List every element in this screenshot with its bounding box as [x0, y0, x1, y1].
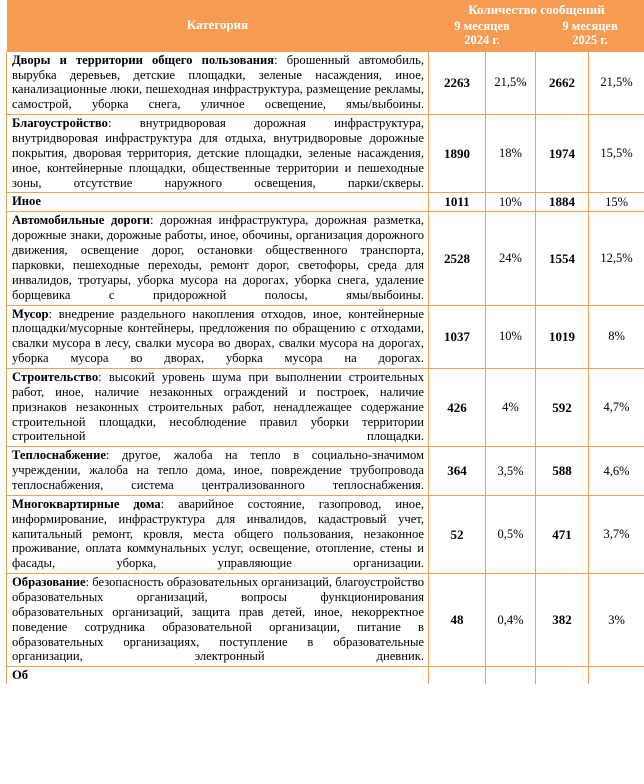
cell-percent-2025: 15,5%	[589, 115, 644, 193]
table-header	[7, 0, 644, 51]
header-period-2024-line1: 9 месяцев	[454, 18, 510, 33]
cell-percent-2025: 15%	[589, 193, 644, 212]
cell-count-2025: 1884	[536, 193, 589, 212]
cell-percent-2024: 0,5%	[486, 495, 536, 573]
cell-percent-2025: 3%	[589, 574, 644, 667]
cell-percent-2024: 0,4%	[486, 574, 536, 667]
category-separator: :	[107, 116, 112, 131]
category-details: дорожная инфраструктура, дорожная разметка, дорожные знаки, дорожные работы, иное, обочины, организация дорожного движения, освещение дорог, остановки общественного транспорта, парковки, пешеходные переходы, ремонт дорог, светофоры, среда для инвалидов, тротуары, уборка мусора на дорогах, уборка снега, удаление борщевика с придорожной полосы, ямы/выбоины.	[12, 213, 424, 302]
category-name: Об	[12, 668, 29, 683]
table-row	[7, 193, 644, 212]
cell-category	[7, 495, 429, 573]
cell-count-2025: 1554	[536, 212, 589, 305]
header-period-2024-line2: 2024 г.	[464, 33, 500, 48]
cell-category	[7, 667, 429, 684]
cell-percent-2024	[486, 667, 536, 684]
cell-percent-2025: 4,7%	[589, 369, 644, 447]
category-name: Иное	[12, 194, 41, 209]
table-body	[7, 51, 644, 684]
cell-count-2024: 426	[429, 369, 486, 447]
category-separator: :	[105, 448, 110, 463]
cell-count-2025: 382	[536, 574, 589, 667]
cell-percent-2024: 4%	[486, 369, 536, 447]
categories-report-table	[6, 0, 644, 684]
category-details: брошенный автомобиль, вырубка деревьев, детские площадки, зеленые насаждения, иное, канализационные люки, пешеходная инфраструктура, размещение рекламы, самострой, уборка снега, уличное освещение, ямы/выбоины.	[12, 52, 424, 112]
cell-category	[7, 51, 429, 114]
cell-percent-2024: 10%	[486, 193, 536, 212]
cell-count-2024: 2528	[429, 212, 486, 305]
cell-count-2024: 1890	[429, 115, 486, 193]
table-row	[7, 495, 644, 573]
cell-count-2025: 2662	[536, 51, 589, 114]
cell-count-2024	[429, 667, 486, 684]
cell-percent-2024: 10%	[486, 305, 536, 368]
cell-category	[7, 212, 429, 305]
category-details: внутридворовая дорожная инфраструктура, внутридворовая инфраструктура для отдыха, внутридворовые дорожные покрытия, дворовая территория, детские площадки, зеленые насаждения, иное, контейнерные площадки, общественные территории и пешеходные зоны, отсутствие наружного освещения, парки/скверы.	[12, 116, 424, 190]
header-period-2025-line2: 2025 г.	[572, 33, 608, 48]
cell-percent-2025: 4,6%	[589, 447, 644, 496]
cell-category	[7, 193, 429, 212]
header-period-2025-line1: 9 месяцев	[562, 18, 618, 33]
category-details: высокий уровень шума при выполнении строительных работ, иное, наличие незаконных ограждений и построек, наличие признаков незаконных строительных работ, ненадлежащее содержание строительной площадки, несоблюдение правил уборки территории строительной площадки.	[12, 370, 424, 444]
table-row	[7, 447, 644, 496]
cell-count-2025	[536, 667, 589, 684]
cell-count-2024: 52	[429, 495, 486, 573]
category-details: безопасность образовательных организаций, благоустройство образовательных организаций, вопросы функционирования образовательных организаций, защита прав детей, иное, некорректное поведение сотрудника образовательной организации, питание в образовательных организациях, поступление в образовательные организации, электронный дневник.	[12, 575, 424, 664]
cell-count-2024: 1011	[429, 193, 486, 212]
table-row	[7, 305, 644, 368]
cell-count-2025: 471	[536, 495, 589, 573]
cell-category	[7, 305, 429, 368]
category-details: внедрение раздельного накопления отходов, иное, контейнерные площадки/мусорные контейнеры, предложения по обращению с отходами, свалки мусора в лесу, свалки мусора во дворах, свалки мусора на дорогах, уборка мусора во дворах, уборка мусора на дорогах.	[12, 306, 424, 366]
cell-count-2024: 48	[429, 574, 486, 667]
cell-count-2024: 1037	[429, 305, 486, 368]
cell-percent-2025: 3,7%	[589, 495, 644, 573]
category-name: Автомобильные дороги	[12, 213, 150, 228]
cell-count-2024: 2263	[429, 51, 486, 114]
table-row	[7, 51, 644, 114]
category-separator: :	[85, 575, 90, 590]
table-row	[7, 115, 644, 193]
cell-percent-2025: 8%	[589, 305, 644, 368]
cell-percent-2024: 21,5%	[486, 51, 536, 114]
category-name: Мусор	[12, 306, 49, 321]
category-separator: :	[98, 370, 102, 385]
table-row	[7, 212, 644, 305]
cell-category	[7, 447, 429, 496]
cell-count-2025: 588	[536, 447, 589, 496]
category-separator: :	[160, 496, 165, 511]
cell-count-2025: 1019	[536, 305, 589, 368]
category-separator: :	[48, 306, 53, 321]
header-category: Категория	[7, 0, 429, 51]
cell-percent-2024: 18%	[486, 115, 536, 193]
category-details: другое, жалоба на тепло в социально-значимом учреждении, жалоба на тепло дома, иное, повреждение трубопровода теплоснабжения, система централизованного теплоснабжения.	[12, 448, 424, 493]
category-name: Строительство	[12, 370, 99, 385]
category-details: аварийное состояние, газопровод, иное, информирование, инфраструктура для инвалидов, кадастровый учет, капитальный ремонт, кровля, места общего пользования, незаконное проживание, оплата коммунальных услуг, освещение, отопление, стены и фасады, уборка, управляющие организации.	[12, 496, 424, 571]
category-name: Образование	[12, 575, 86, 590]
category-name: Теплоснабжение	[12, 448, 106, 463]
table-row	[7, 369, 644, 447]
cell-percent-2025	[589, 667, 644, 684]
table-row	[7, 574, 644, 667]
cell-percent-2024: 24%	[486, 212, 536, 305]
cell-category	[7, 115, 429, 193]
category-name: Многоквартирные дома	[12, 496, 161, 511]
cell-count-2024: 364	[429, 447, 486, 496]
category-separator: :	[274, 52, 278, 67]
header-row-top	[7, 0, 644, 19]
cell-percent-2025: 21,5%	[589, 51, 644, 114]
cell-count-2025: 1974	[536, 115, 589, 193]
cell-percent-2025: 12,5%	[589, 212, 644, 305]
header-period-2024	[429, 19, 536, 51]
cell-category	[7, 574, 429, 667]
header-count-group: Количество сообщений	[429, 0, 644, 19]
header-period-2025	[536, 19, 644, 51]
category-name: Дворы и территории общего пользования	[12, 52, 275, 67]
category-name: Благоустройство	[12, 116, 108, 131]
table-row	[7, 667, 644, 684]
cell-category	[7, 369, 429, 447]
cell-count-2025: 592	[536, 369, 589, 447]
cell-percent-2024: 3,5%	[486, 447, 536, 496]
category-separator: :	[149, 213, 154, 228]
